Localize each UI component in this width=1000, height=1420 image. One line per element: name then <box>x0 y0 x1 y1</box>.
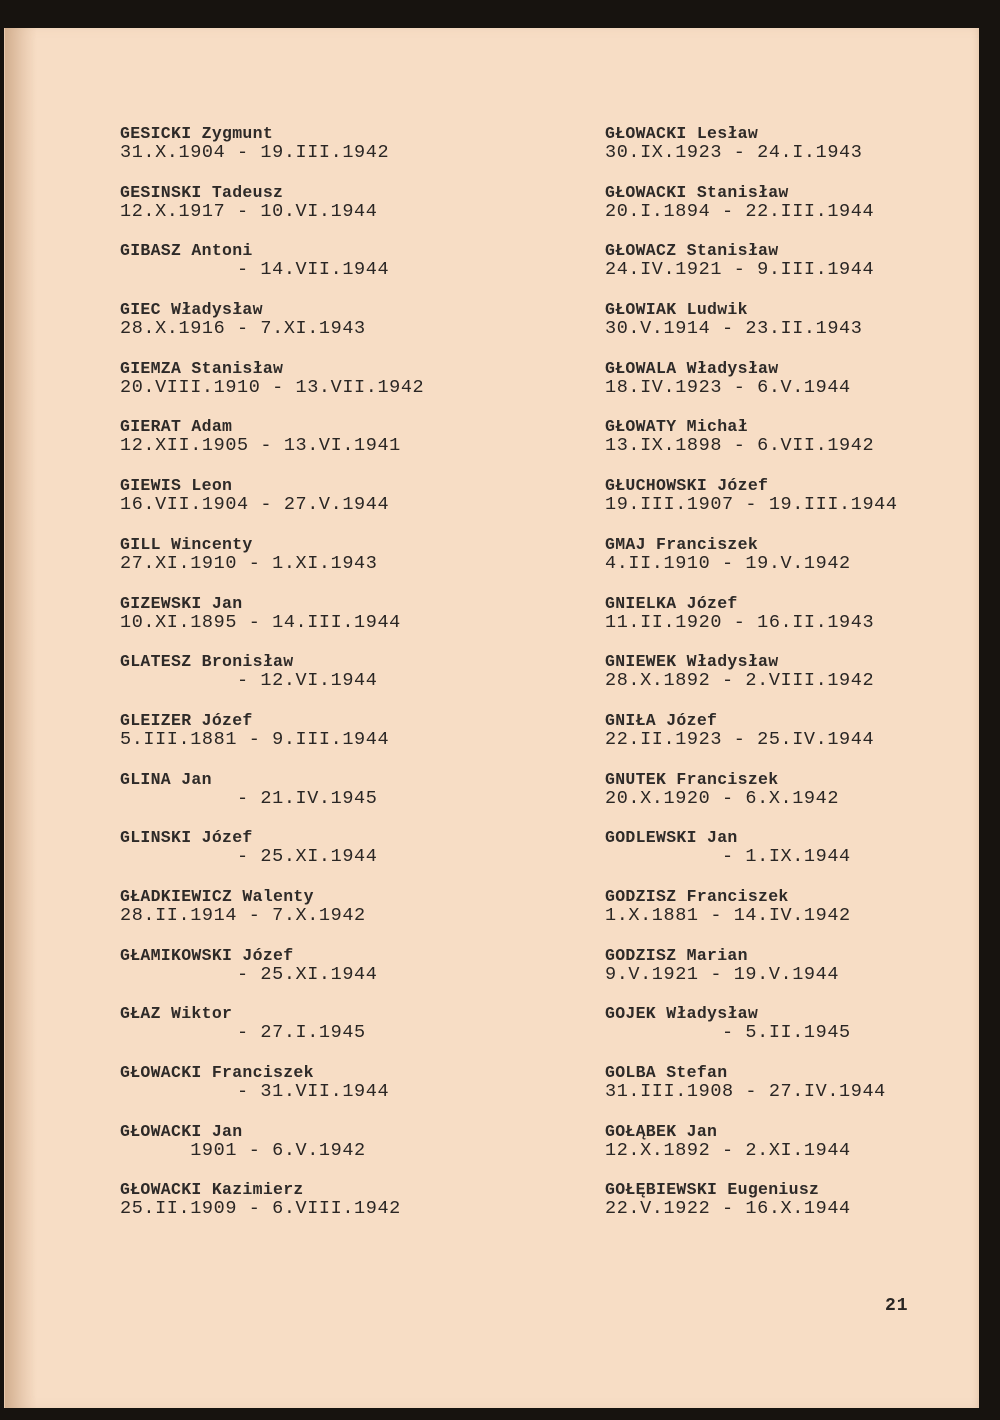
person-name: GŁOWACKI Lesław <box>605 124 759 143</box>
life-dates: 30.V.1914 - 23.II.1943 <box>605 318 863 340</box>
life-dates: 25.II.1909 - 6.VIII.1942 <box>120 1198 401 1220</box>
name-entry <box>605 1063 935 1122</box>
name-entry <box>605 359 935 418</box>
name-entry <box>605 417 935 476</box>
name-entry <box>605 828 935 887</box>
person-name: GNUTEK Franciszek <box>605 769 779 789</box>
name-entry <box>120 417 450 476</box>
life-dates: 20.VIII.1910 - 13.VII.1942 <box>120 376 425 398</box>
name-entry <box>605 594 935 653</box>
person-name: GŁOWACKI Jan <box>120 1121 243 1141</box>
person-name: GLINSKI Józef <box>120 828 253 848</box>
right-name-column <box>605 124 935 1239</box>
name-entry <box>120 300 450 359</box>
life-dates: 1.X.1881 - 14.IV.1942 <box>605 904 851 926</box>
person-name: GILL Wincenty <box>120 534 253 554</box>
life-dates: - 25.XI.1944 <box>120 963 378 985</box>
person-name: GOJEK Władysław <box>605 1004 759 1024</box>
life-dates: - 12.VI.1944 <box>120 670 378 692</box>
life-dates: 28.X.1916 - 7.XI.1943 <box>120 318 366 340</box>
name-entry <box>120 1063 450 1122</box>
person-name: GŁOWACKI Kazimierz <box>120 1180 304 1200</box>
person-name: GŁADKIEWICZ Walenty <box>120 886 314 906</box>
person-name: GIBASZ Antoni <box>120 241 253 261</box>
person-name: GODZISZ Franciszek <box>605 886 789 906</box>
life-dates: 31.III.1908 - 27.IV.1944 <box>605 1081 886 1102</box>
life-dates: - 5.II.1945 <box>605 1022 851 1044</box>
name-entry <box>120 711 450 770</box>
name-entry <box>120 887 450 946</box>
name-entry <box>120 946 450 1005</box>
name-entry <box>605 946 935 1005</box>
name-entry <box>605 1004 935 1063</box>
life-dates: 12.X.1892 - 2.XI.1944 <box>605 1139 851 1161</box>
life-dates: 28.X.1892 - 2.VIII.1942 <box>605 670 875 692</box>
life-dates: - 31.VII.1944 <box>120 1081 390 1102</box>
life-dates: 31.X.1904 - 19.III.1942 <box>120 142 390 163</box>
life-dates: 24.IV.1921 - 9.III.1944 <box>605 259 875 281</box>
life-dates: 4.II.1910 - 19.V.1942 <box>605 552 851 574</box>
name-entry <box>120 1180 450 1239</box>
name-entry <box>120 476 450 535</box>
life-dates: 1901 - 6.V.1942 <box>120 1139 366 1161</box>
name-entry <box>605 535 935 594</box>
person-name: GESINSKI Tadeusz <box>120 182 284 202</box>
person-name: GIEC Władysław <box>120 300 263 320</box>
book-page <box>4 28 979 1408</box>
page-gutter <box>5 28 37 1408</box>
life-dates: 11.II.1920 - 16.II.1943 <box>605 611 875 633</box>
name-entry <box>605 300 935 359</box>
life-dates: 22.V.1922 - 16.X.1944 <box>605 1198 851 1220</box>
life-dates: 22.II.1923 - 25.IV.1944 <box>605 728 875 750</box>
name-entry <box>120 1004 450 1063</box>
person-name: GIEWIS Leon <box>120 476 233 496</box>
person-name: GODLEWSKI Jan <box>605 828 738 848</box>
life-dates: 12.X.1917 - 10.VI.1944 <box>120 200 378 222</box>
life-dates: - 27.I.1945 <box>120 1022 366 1044</box>
life-dates: 13.IX.1898 - 6.VII.1942 <box>605 435 875 457</box>
name-entry <box>120 652 450 711</box>
person-name: GIERAT Adam <box>120 417 233 437</box>
person-name: GŁAZ Wiktor <box>120 1004 233 1024</box>
person-name: GŁAMIKOWSKI Józef <box>120 945 294 965</box>
left-name-column <box>120 124 450 1239</box>
name-entry <box>120 241 450 300</box>
person-name: GIEMZA Stanisław <box>120 358 284 378</box>
name-entry <box>605 1122 935 1181</box>
life-dates: 28.II.1914 - 7.X.1942 <box>120 904 366 926</box>
person-name: GIZEWSKI Jan <box>120 593 243 613</box>
name-entry <box>605 124 935 183</box>
name-entry <box>605 652 935 711</box>
life-dates: 16.VII.1904 - 27.V.1944 <box>120 494 390 516</box>
life-dates: 18.IV.1923 - 6.V.1944 <box>605 376 851 398</box>
name-entry <box>605 241 935 300</box>
person-name: GŁOWALA Władysław <box>605 358 779 378</box>
person-name: GŁOWACZ Stanisław <box>605 241 779 261</box>
life-dates: 9.V.1921 - 19.V.1944 <box>605 963 840 985</box>
person-name: GMAJ Franciszek <box>605 534 759 554</box>
person-name: GODZISZ Marian <box>605 945 748 965</box>
life-dates: - 25.XI.1944 <box>120 846 378 868</box>
person-name: GOŁĄBEK Jan <box>605 1121 718 1141</box>
name-entry <box>120 359 450 418</box>
name-entry <box>605 887 935 946</box>
person-name: GOLBA Stefan <box>605 1063 728 1082</box>
life-dates: - 14.VII.1944 <box>120 259 390 281</box>
person-name: GNIŁA Józef <box>605 710 718 730</box>
person-name: GŁOWATY Michał <box>605 417 748 437</box>
life-dates: 27.XI.1910 - 1.XI.1943 <box>120 552 378 574</box>
person-name: GŁOWACKI Stanisław <box>605 182 789 202</box>
person-name: GOŁĘBIEWSKI Eugeniusz <box>605 1180 820 1200</box>
life-dates: 19.III.1907 - 19.III.1944 <box>605 494 898 516</box>
name-entry <box>120 828 450 887</box>
person-name: GNIEWEK Władysław <box>605 652 779 672</box>
name-entry <box>605 711 935 770</box>
name-entry <box>120 535 450 594</box>
page-number: 21 <box>885 1296 909 1316</box>
name-entry <box>120 124 450 183</box>
person-name: GŁOWACKI Franciszek <box>120 1063 314 1082</box>
person-name: GESICKI Zygmunt <box>120 124 274 143</box>
person-name: GLATESZ Bronisław <box>120 652 294 672</box>
name-entry <box>120 594 450 653</box>
name-entry <box>605 1180 935 1239</box>
life-dates: - 21.IV.1945 <box>120 787 378 809</box>
name-entry <box>605 183 935 242</box>
name-entry <box>605 476 935 535</box>
name-entry <box>120 183 450 242</box>
person-name: GNIELKA Józef <box>605 593 738 613</box>
name-entry <box>120 1122 450 1181</box>
life-dates: 5.III.1881 - 9.III.1944 <box>120 728 390 750</box>
life-dates: 12.XII.1905 - 13.VI.1941 <box>120 435 401 457</box>
life-dates: 20.I.1894 - 22.III.1944 <box>605 200 875 222</box>
name-entry <box>120 770 450 829</box>
person-name: GLEIZER Józef <box>120 710 253 730</box>
life-dates: 30.IX.1923 - 24.I.1943 <box>605 142 863 163</box>
person-name: GŁUCHOWSKI Józef <box>605 476 769 496</box>
life-dates: 20.X.1920 - 6.X.1942 <box>605 787 840 809</box>
life-dates: - 1.IX.1944 <box>605 846 851 868</box>
life-dates: 10.XI.1895 - 14.III.1944 <box>120 611 401 633</box>
person-name: GLINA Jan <box>120 769 212 789</box>
person-name: GŁOWIAK Ludwik <box>605 300 748 320</box>
name-entry <box>605 770 935 829</box>
